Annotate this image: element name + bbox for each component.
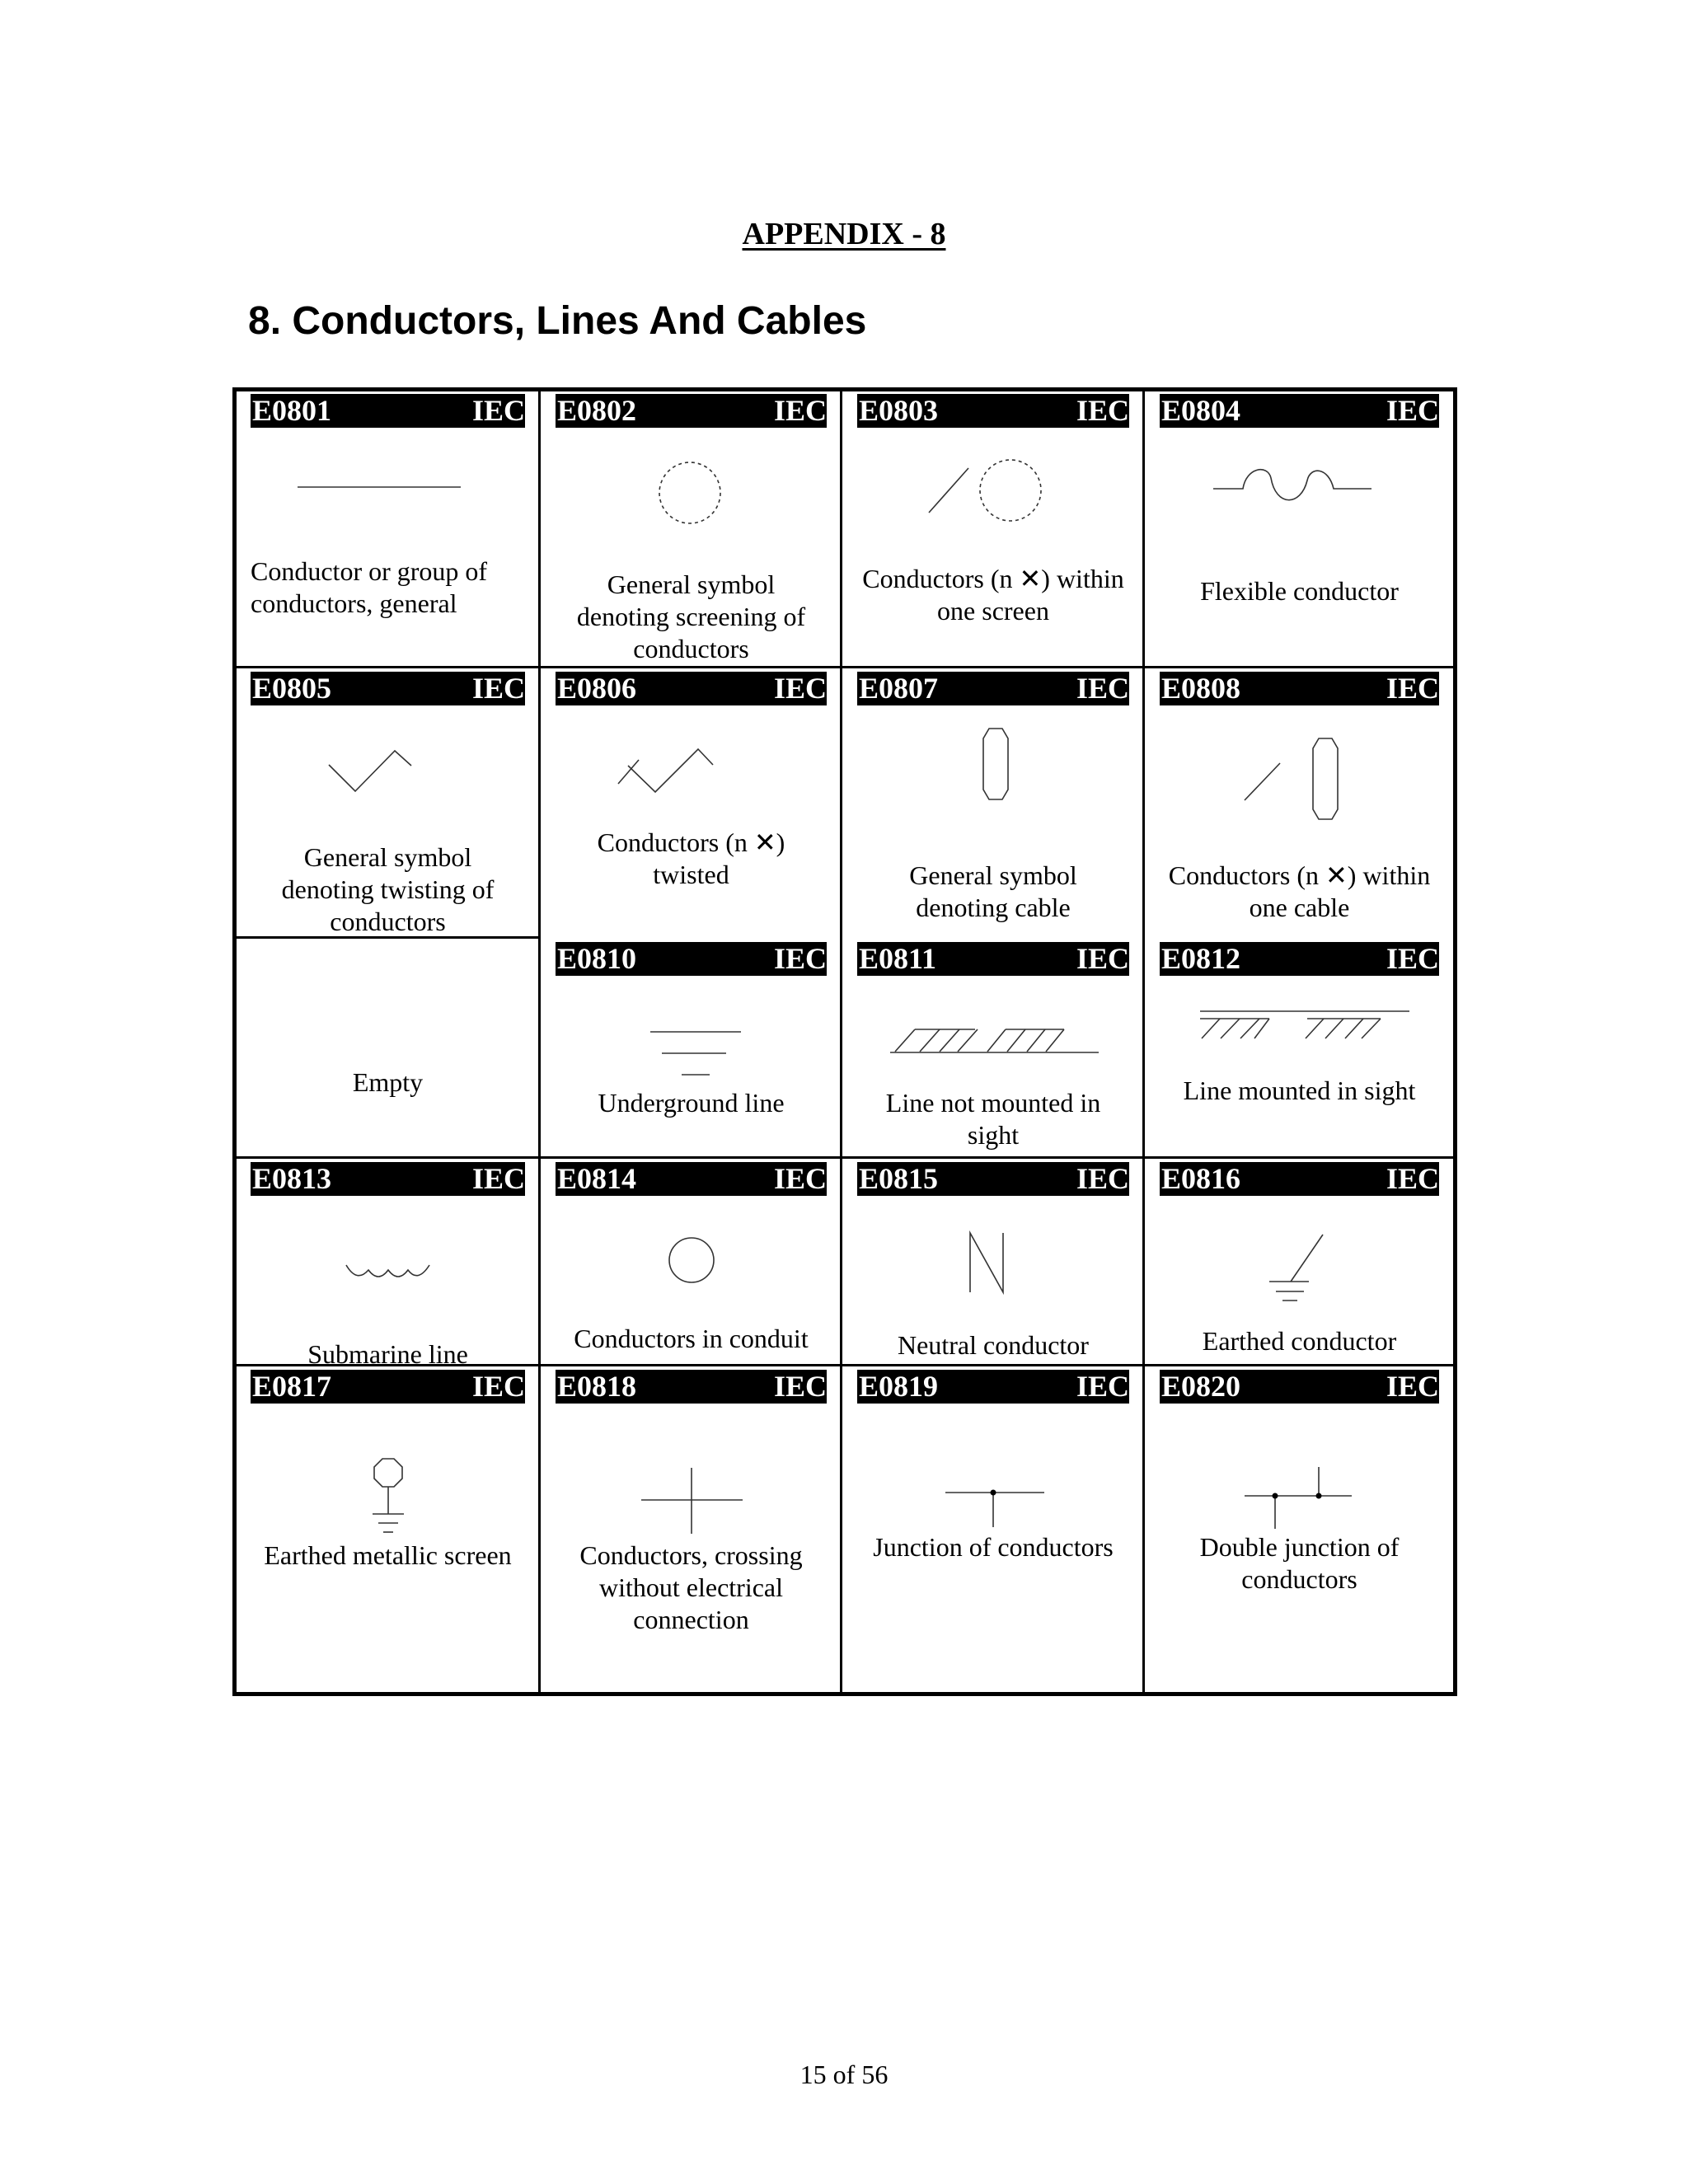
symbol-description: Flexible conductor: [1200, 576, 1399, 606]
symbol-standard: IEC: [471, 672, 525, 705]
submarine-line-icon: [237, 1160, 539, 1365]
symbol-standard: IEC: [773, 394, 827, 427]
flexible-conductor-icon: [1146, 391, 1453, 667]
symbol-code: E0808: [1161, 672, 1241, 705]
symbol-code: E0813: [252, 1162, 332, 1195]
symbol-standard: IEC: [1386, 1162, 1439, 1195]
symbol-cell: [1146, 940, 1453, 1157]
symbol-standard: IEC: [1386, 942, 1439, 975]
earthed-screen-icon: [237, 1367, 539, 1692]
junction-icon: [843, 1367, 1143, 1692]
symbol-description: Conductors (n ✕) within one screen: [862, 564, 1124, 626]
symbol-standard: IEC: [471, 394, 525, 427]
crossing-icon: [542, 1367, 841, 1692]
symbol-cell: [237, 391, 539, 667]
symbol-code: E0810: [557, 942, 637, 975]
appendix-title-text: APPENDIX - 8: [742, 217, 946, 251]
symbol-cell: [542, 1367, 841, 1692]
symbol-code: E0814: [557, 1162, 637, 1195]
symbol-cell: [237, 940, 539, 1157]
symbol-code: E0820: [1161, 1370, 1241, 1403]
symbol-cell: [1146, 1160, 1453, 1365]
symbol-code: E0801: [252, 394, 332, 427]
symbol-standard: IEC: [1386, 672, 1439, 705]
conductor-line-icon: [237, 391, 539, 667]
symbol-code: E0818: [557, 1370, 637, 1403]
symbol-cell: [1146, 391, 1453, 667]
symbol-description: Earthed conductor: [1202, 1326, 1397, 1356]
twisted-conductors-icon: [542, 669, 841, 937]
symbol-code: E0804: [1161, 394, 1241, 427]
symbol-code: E0816: [1161, 1162, 1241, 1195]
symbol-cell: [1146, 1367, 1453, 1692]
symbol-standard: IEC: [1386, 394, 1439, 427]
symbol-code: E0803: [859, 394, 939, 427]
symbol-description: Empty: [352, 1067, 424, 1097]
symbol-description: Conductors (n ✕) twisted: [597, 827, 785, 889]
page-number: 15 of 56: [799, 2060, 889, 2089]
symbol-standard: IEC: [1076, 942, 1129, 975]
symbol-description: Line not mounted in sight: [885, 1088, 1101, 1150]
symbol-standard: IEC: [773, 672, 827, 705]
symbol-description: Conductor or group of conductors, general: [251, 556, 488, 618]
symbol-table: [232, 387, 1457, 1696]
symbol-standard: IEC: [1076, 1162, 1129, 1195]
symbol-cell: [1146, 669, 1453, 937]
symbol-description: Conductors in conduit: [574, 1324, 809, 1353]
symbol-standard: IEC: [773, 942, 827, 975]
symbol-code: E0817: [252, 1370, 332, 1403]
appendix-title: [0, 216, 1688, 252]
symbol-code: E0806: [557, 672, 637, 705]
symbol-cell: [843, 1160, 1143, 1365]
symbol-description: Neutral conductor: [898, 1330, 1089, 1360]
symbol-cell: [237, 669, 539, 937]
symbol-standard: IEC: [471, 1370, 525, 1403]
symbol-cell: [542, 940, 841, 1157]
symbol-standard: IEC: [1076, 1370, 1129, 1403]
symbol-code: E0807: [859, 672, 939, 705]
symbol-standard: IEC: [773, 1370, 827, 1403]
symbol-description: General symbol denoting cable: [909, 860, 1077, 922]
symbol-description: Conductors, crossing without electrical connection: [579, 1540, 803, 1634]
symbol-code: E0812: [1161, 942, 1241, 975]
symbol-description: Underground line: [598, 1088, 785, 1118]
symbol-cell: [542, 391, 841, 667]
symbol-cell: [237, 1160, 539, 1369]
symbol-standard: IEC: [1076, 394, 1129, 427]
symbol-description: Earthed metallic screen: [264, 1540, 512, 1570]
symbol-standard: IEC: [1386, 1370, 1439, 1403]
symbol-description: Conductors (n ✕) within one cable: [1168, 860, 1431, 922]
symbol-cell: [843, 1367, 1143, 1692]
symbol-description: Submarine line: [307, 1339, 468, 1369]
symbol-description: Double junction of conductors: [1199, 1532, 1400, 1594]
symbol-cell: [843, 391, 1143, 667]
symbol-cell: [843, 940, 1143, 1157]
symbol-description: General symbol denoting twisting of conductors: [281, 842, 495, 936]
symbol-cell: [542, 1160, 841, 1365]
symbol-description: Junction of conductors: [873, 1532, 1114, 1562]
symbol-description: General symbol denoting screening of conductors: [576, 569, 806, 663]
symbol-code: E0805: [252, 672, 332, 705]
symbol-standard: IEC: [773, 1162, 827, 1195]
symbol-code: E0819: [859, 1370, 939, 1403]
symbol-cell: [237, 1367, 539, 1692]
line-in-sight-icon: [1146, 940, 1453, 1157]
symbol-standard: IEC: [1076, 672, 1129, 705]
symbol-code: E0811: [859, 942, 937, 975]
double-junction-icon: [1146, 1367, 1453, 1692]
section-heading: 8. Conductors, Lines And Cables: [248, 299, 867, 343]
symbol-description: Line mounted in sight: [1183, 1076, 1416, 1105]
symbol-cell: [542, 669, 841, 937]
symbol-cell: [843, 669, 1143, 937]
symbol-code: E0815: [859, 1162, 939, 1195]
underground-line-icon: [542, 940, 841, 1157]
symbol-standard: IEC: [471, 1162, 525, 1195]
symbol-code: E0802: [557, 394, 637, 427]
